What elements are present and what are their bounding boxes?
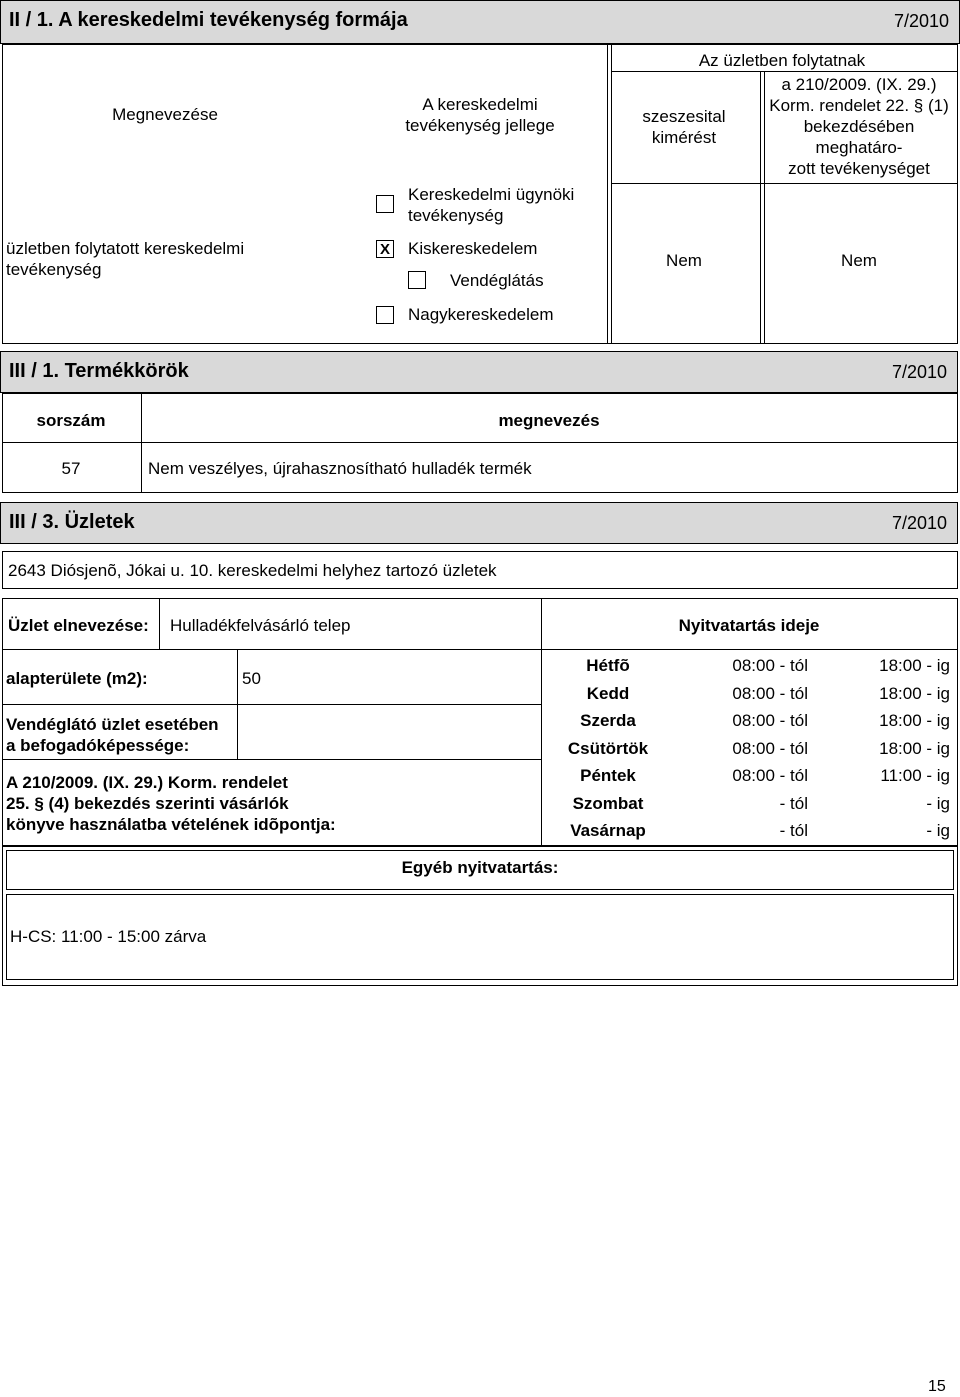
col-szeszesital: szeszesital kimérést [642,107,726,147]
row-label-uzletben: üzletben folytatott kereskedelmi tevékenység [6,239,245,279]
vasarlok-konyve-label: A 210/2009. (IX. 29.) Korm. rendelet 25. § (4) bekezdés szerinti vásárlók könyve használatba vételének idõpontja: [6,773,336,834]
day-name: Hétfõ [586,656,630,675]
section-title: III / 3. Üzletek [9,511,135,533]
section-year: 7/2010 [891,362,947,382]
day-from: - tól [779,821,808,840]
nyitvatartas-label: Nyitvatartás ideje [678,616,820,635]
section-year: 7/2010 [891,513,947,533]
day-from: - tól [779,793,808,813]
section-title: II / 1. A kereskedelmi tevékenység formája [9,9,408,31]
day-from: 08:00 - tól [732,738,808,758]
day-name: Vasárnap [570,821,646,840]
section-header-termekkorok [0,351,958,393]
col-uzletben-folytatnak: Az üzletben folytatnak [698,51,866,70]
section-header-forma [0,0,960,44]
checkbox-nagykereskedelem[interactable] [376,306,394,324]
checkbox-vendeglatas[interactable] [408,271,426,289]
col-megnevezes: megnevezés [498,411,600,430]
col-sorszam: sorszám [36,411,106,430]
day-from: 08:00 - tól [732,766,808,785]
day-from: 08:00 - tól [732,656,808,675]
checkbox-ugynoki[interactable] [376,195,394,213]
option-vendeglatas-label: Vendéglátás [450,271,544,290]
day-name: Kedd [586,683,630,703]
col-jellege: A kereskedelmi tevékenység jellege [405,95,555,135]
day-from: 08:00 - tól [732,683,808,703]
termek-megnevezes: Nem veszélyes, újrahasznosítható hulladék termék [148,459,532,478]
option-kiskereskedelem-label: Kiskereskedelem [408,239,538,258]
page-number: 15 [928,1378,946,1395]
day-name: Csütörtök [567,738,649,758]
day-to: 11:00 - ig [880,766,950,785]
day-to: - ig [926,821,950,840]
uzlet-address: 2643 Diósjenõ, Jókai u. 10. kereskedelmi helyhez tartozó üzletek [8,561,497,580]
uzlet-label: Üzlet elnevezése: [8,616,149,635]
option-nagykereskedelem-label: Nagykereskedelem [408,305,554,324]
day-to: 18:00 - ig [879,711,950,730]
rendelet-value: Nem [841,251,877,270]
col-rendelet: a 210/2009. (IX. 29.) Korm. rendelet 22. § (1) bekezdésében meghatáro- zott tevékenységet [769,75,949,178]
vendeglato-label: Vendéglátó üzlet esetében a befogadóképessége: [6,715,219,755]
day-from: 08:00 - tól [732,711,808,730]
day-to: 18:00 - ig [879,683,950,703]
egyeb-nyitvatartas-label: Egyéb nyitvatartás: [401,858,559,877]
section-header-uzletek [0,502,958,544]
alapterulet-label: alapterülete (m2): [6,669,148,688]
alapterulet-value: 50 [242,669,261,688]
egyeb-nyitvatartas-value: H-CS: 11:00 - 15:00 zárva [10,927,207,946]
section-year: 7/2010 [893,11,949,31]
szeszesital-value: Nem [666,251,702,270]
uzlet-name: Hulladékfelvásárló telep [170,616,351,635]
day-to: 18:00 - ig [879,738,950,758]
section-title: III / 1. Termékkörök [9,360,189,382]
day-name: Szerda [580,711,636,730]
day-to: 18:00 - ig [879,656,950,675]
day-to: - ig [926,793,950,813]
day-name: Péntek [580,766,636,785]
option-ugynoki-label: Kereskedelmi ügynöki tevékenység [408,185,575,225]
termek-sorszam: 57 [61,459,81,478]
day-name: Szombat [572,793,644,813]
col-megnevezes: Megnevezése [112,105,218,124]
checkbox-kiskereskedelem[interactable]: X [376,240,394,258]
